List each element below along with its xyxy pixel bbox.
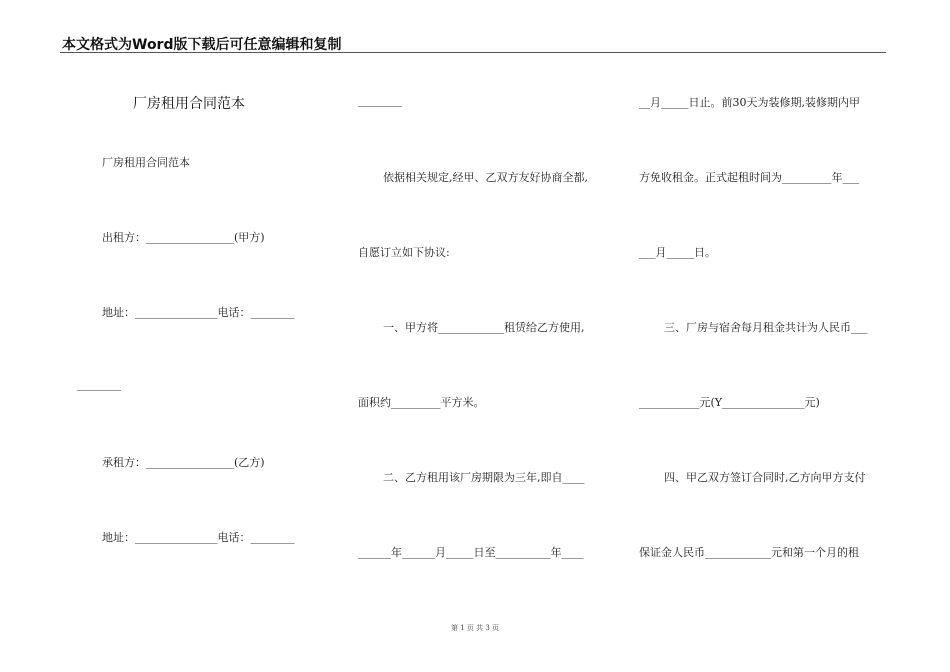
header-divider (60, 52, 886, 53)
clause-3-line: 三、厂房与宿舍每月租金共计为人民币___ (664, 321, 868, 334)
clause-4-line: 四、甲乙双方签订合同时,乙方向甲方支付 (664, 471, 866, 484)
clause-1-line: 一、甲方将____________租赁给乙方使用, (383, 321, 585, 334)
clause-2-end-line: __月_____日止。前30天为装修期,装修期内甲 (639, 96, 860, 109)
clause-3-continued: ___________元(Y_______________元) (639, 396, 820, 409)
clause-2-line: 二、乙方租用该厂房期限为三年,即自____ (383, 471, 585, 484)
clause-4-continued: 保证金人民币____________元和第一个月的租 (639, 546, 859, 559)
lessee-address-line: 地址：_______________电话：________ (102, 531, 295, 544)
document-title: 厂房租用合同范本 (133, 96, 245, 112)
subtitle-line: 厂房租用合同范本 (102, 156, 190, 169)
preamble-continued: 自愿订立如下协议: (358, 246, 450, 259)
lessor-address-line: 地址：_______________电话：________ (102, 306, 295, 319)
preamble-line: 依据相关规定,经甲、乙双方友好协商全都, (383, 171, 588, 184)
clause-2-continued: ______年______月_____日至__________年____ (358, 546, 584, 559)
lessor-line: 出租方：________________(甲方) (102, 231, 265, 244)
rent-start-line: 方免收租金。正式起租时间为_________年___ (639, 171, 859, 184)
lessee-line: 承租方：________________(乙方) (102, 456, 265, 469)
rent-start-continued: ___月_____日。 (639, 246, 716, 259)
lessor-address-continued: ________ (77, 378, 121, 391)
blank-line: ________ (358, 94, 402, 107)
document-header: 本文格式为Word版下载后可任意编辑和复制 (62, 37, 342, 53)
clause-1-continued: 面积约_________平方米。 (358, 396, 485, 409)
page-number: 第 1 页 共 3 页 (450, 624, 500, 632)
